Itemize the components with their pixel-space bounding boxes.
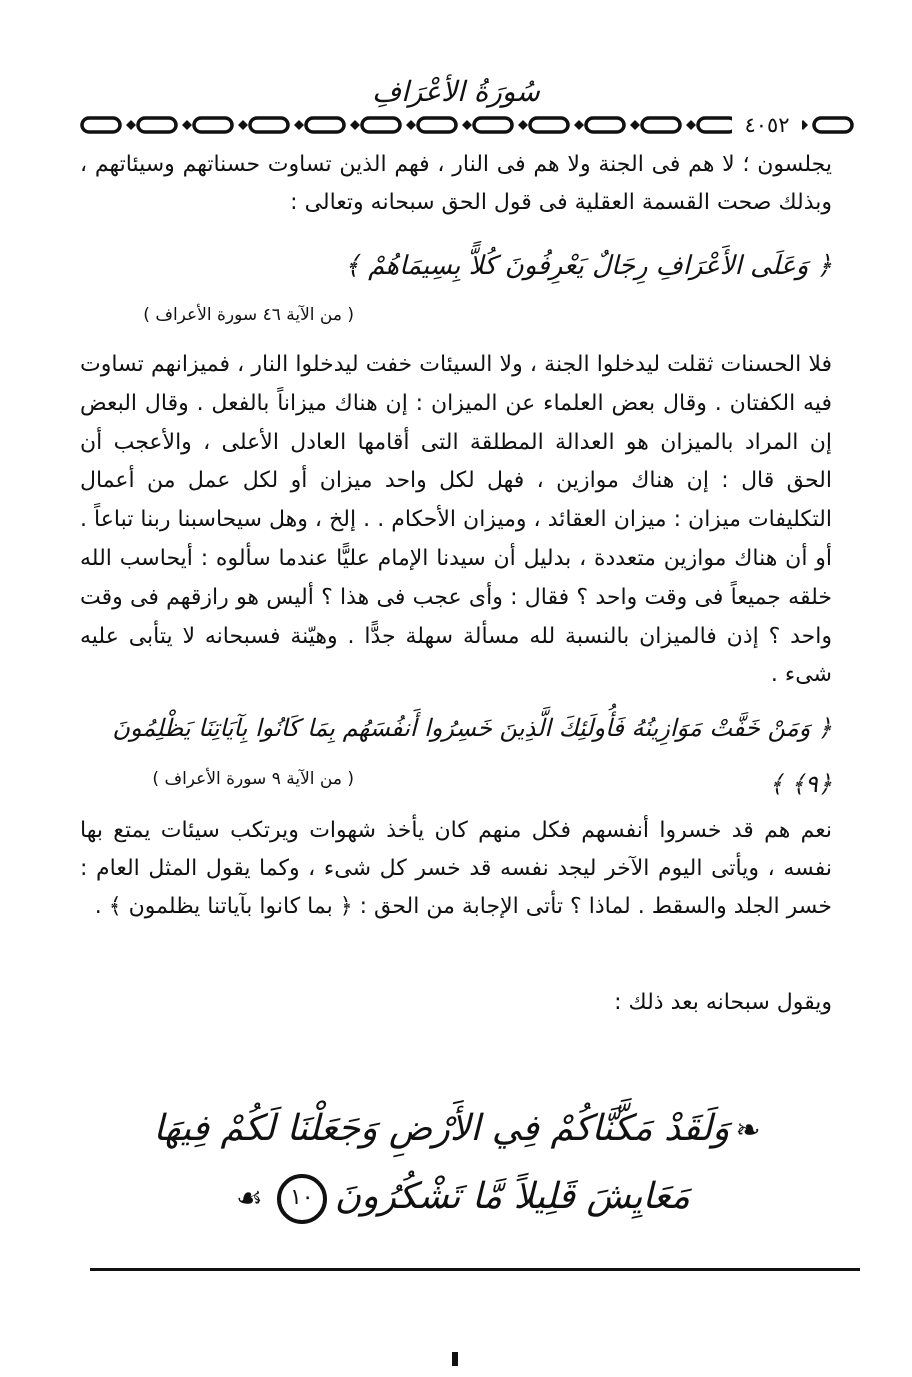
footer-rule <box>90 1268 860 1271</box>
verse-quote-2: ﴿ وَمَنْ خَفَّتْ مَوَازِينُهُ فَأُولَئِكَ الَّذِينَ خَسِرُوا أَنفُسَهُم بِمَا كَانُوا بِآيَاتِنَا يَظْلِمُونَ ﴿٩﴾ ﴾ <box>112 714 832 798</box>
header-ornament-band <box>80 113 856 137</box>
verse-number-badge: ١٠ <box>277 1174 327 1224</box>
paragraph-3: نعم هم قد خسروا أنفسهم فكل منهم كان يأخذ شهوات ويرتكب سيئات يمتع بها نفسه ، ويأتى اليوم الآخر ليجد نفسه قد خسر كل شىء ، وكما يقول المثل العام : خسر الجلد والسقط . لماذا ؟ تأتى الإجابة من الحق : ﴿ بما كانوا بآياتنا يظلمون ﴾ . <box>80 818 832 919</box>
page-number: ٤٠٥٢ <box>732 113 802 137</box>
paragraph-2: فلا الحسنات ثقلت ليدخلوا الجنة ، ولا السيئات خفت ليدخلوا النار ، فميزانهم تساوت فيه الكفتان . وقال بعض العلماء عن الميزان : إن هناك ميزاناً بالفعل . وقال البعض إن المراد بالميزان هو العدالة المطلقة التى أقامها العادل الأعلى ، والأعجب أن الحق قال : إن هناك موازين ، فهل لكل واحد ميزان أو لكل عمل من أعمال التكليفات ميزان : ميزان العقائد ، وميزان الأحكام . . إلخ ، وهل سيحاسبنا ربنا تباعاً . أو أن هناك موازين متعددة ، بدليل أن سيدنا الإمام عليًّا عندما سألوه : أيحاسب الله خلقه جميعاً فى وقت واحد ؟ فقال : وأى عجب فى هذا ؟ أليس هو رازقهم فى وقت واحد ؟ إذن فالميزان بالنسبة لله مسألة سهلة جدًّا . وهيّنة فسبحانه لا يتأبى عليه شىء . <box>80 352 832 688</box>
verse-reference-2: ( من الآية ٩ سورة الأعراف ) <box>152 769 354 789</box>
verse-quote-1: ﴿ وَعَلَى الأَعْرَافِ رِجَالٌ يَعْرِفُونَ كُلاًّ بِسِيمَاهُمْ ﴾ <box>344 251 832 281</box>
highlighted-verse-text-2: مَعَايِشَ قَلِيلاً مَّا تَشْكُرُونَ <box>334 1176 691 1217</box>
highlighted-verse-text-1: وَلَقَدْ مَكَّنَّاكُمْ فِي الأَرْضِ وَجَعَلْنَا لَكُمْ فِيهَا <box>153 1108 730 1149</box>
verse-reference-1: ( من الآية ٤٦ سورة الأعراف ) <box>143 305 354 325</box>
paragraph-4: ويقول سبحانه بعد ذلك : <box>614 990 832 1015</box>
highlighted-verse-line-2 <box>120 1160 800 1236</box>
bottom-mark <box>452 1352 458 1366</box>
paragraph-1: يجلسون ؛ لا هم فى الجنة ولا هم فى النار ، فهم الذين تساوت حسناتهم وسيئاتهم ، وبذلك صحت القسمة العقلية فى قول الحق سبحانه وتعالى : <box>80 152 832 215</box>
surah-title: سُورَةُ الأعْرَافِ <box>372 75 540 108</box>
verse-close-ornament-icon: ☙ <box>235 1181 263 1216</box>
verse-open-ornament-icon: ❧ <box>735 1113 761 1148</box>
highlighted-verse-line-1 <box>120 1092 800 1168</box>
